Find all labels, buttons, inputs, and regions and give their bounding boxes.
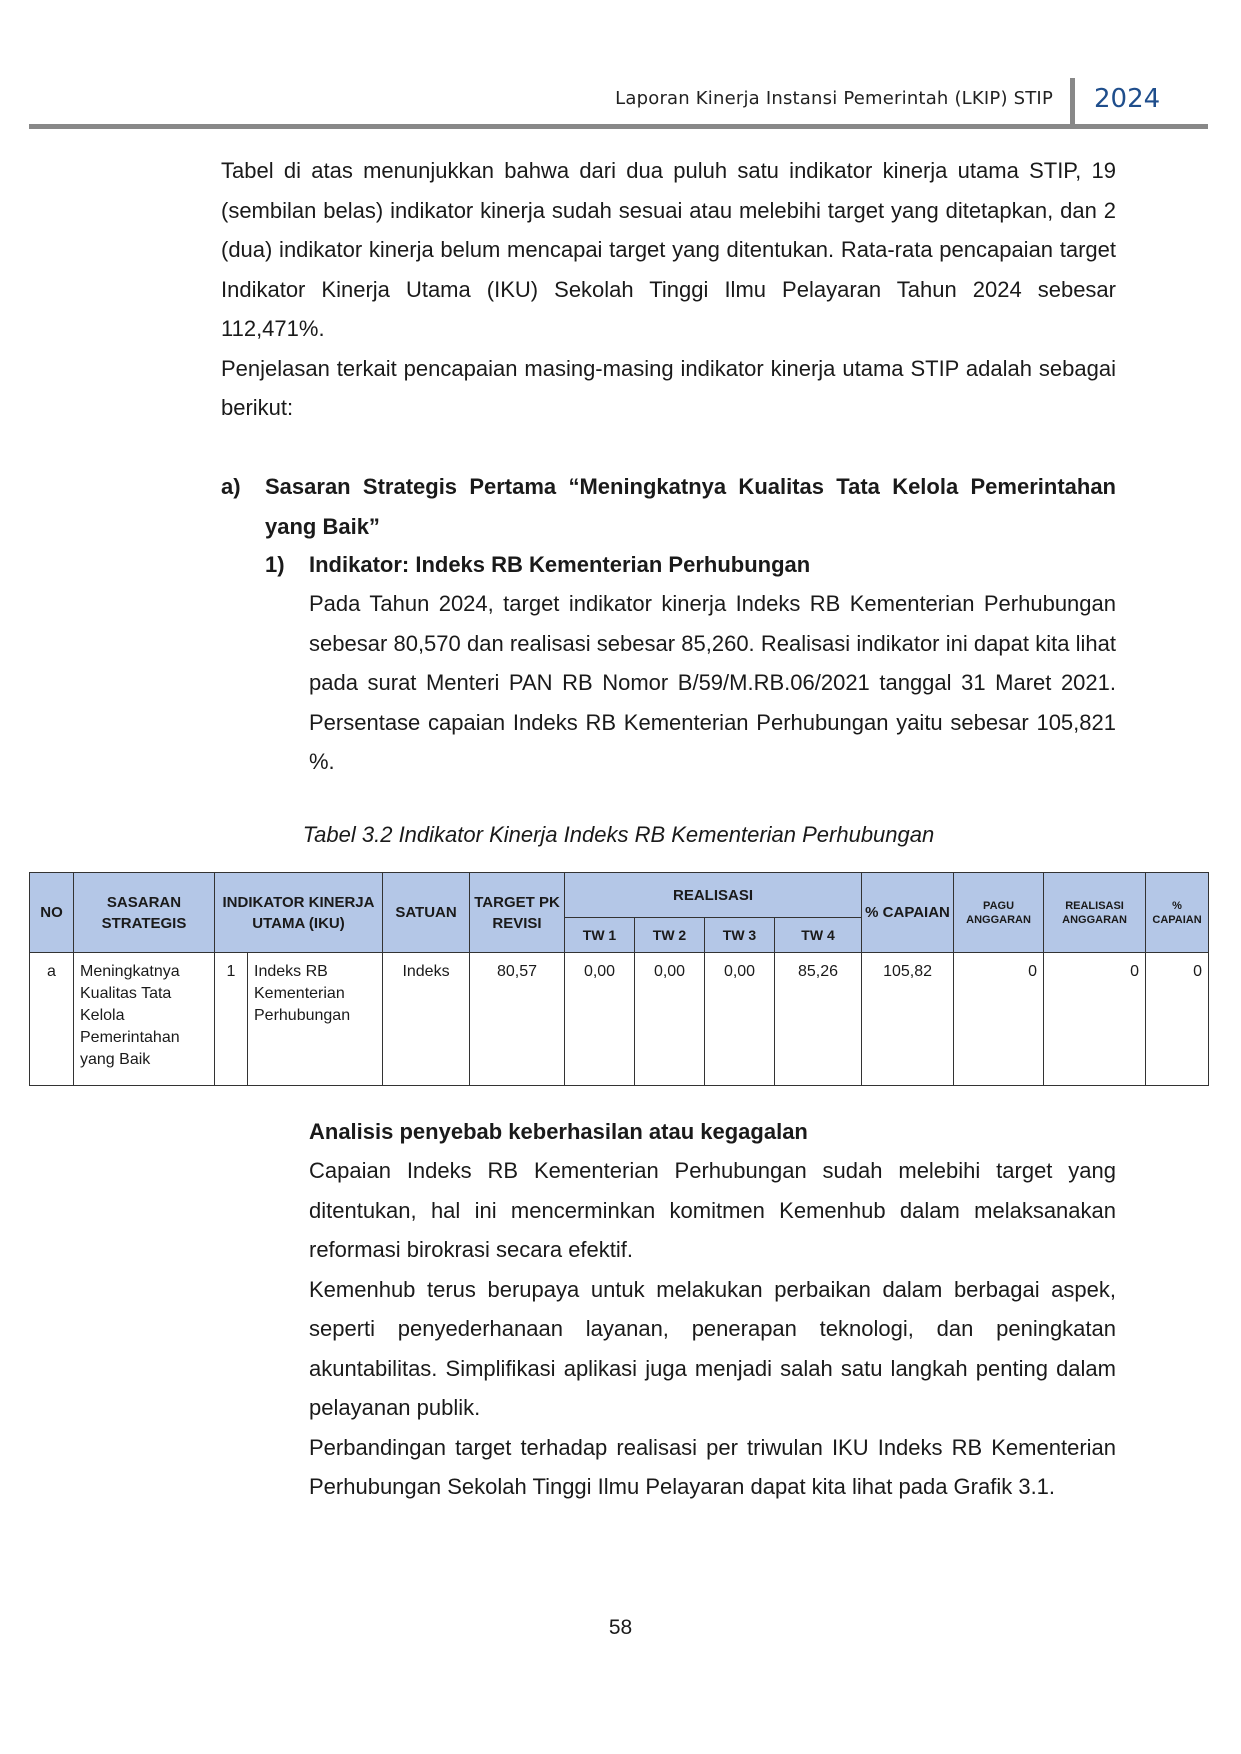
cell-iku-no: 1 — [215, 953, 248, 1086]
header-no: NO — [30, 873, 74, 953]
header-satuan: SATUAN — [383, 873, 470, 953]
header-tw4: TW 4 — [775, 918, 862, 953]
header-indikator: INDIKATOR KINERJA UTAMA (IKU) — [215, 873, 383, 953]
cell-satuan: Indeks — [383, 953, 470, 1086]
table-row — [30, 953, 1209, 1086]
indicator-paragraph: Pada Tahun 2024, target indikator kinerja Indeks RB Kementerian Perhubungan sebesar 80,570 dan realisasi sebesar 85,260. Realisasi indikator ini dapat kita lihat pada surat Menteri PAN RB Nomor B/59/M.RB.06/2021 tanggal 31 Maret 2021. Persentase capaian Indeks RB Kementerian Perhubungan yaitu sebesar 105,821 %. — [309, 591, 1116, 774]
table-caption: Tabel 3.2 Indikator Kinerja Indeks RB Kementerian Perhubungan — [302, 822, 935, 847]
page-header — [29, 70, 1208, 128]
cell-no: a — [30, 953, 74, 1086]
cell-tw1: 0,00 — [565, 953, 635, 1086]
cell-sasaran: Meningkatnya Kualitas Tata Kelola Pemerintahan yang Baik — [74, 953, 215, 1086]
indicator-heading — [265, 545, 1116, 585]
cell-tw4: 85,26 — [775, 953, 862, 1086]
intro-paragraph: Penjelasan terkait pencapaian masing-masing indikator kinerja utama STIP adalah sebagai berikut: — [221, 355, 1116, 420]
header-rule — [29, 124, 1208, 129]
header-capaian: % CAPAIAN — [862, 873, 954, 953]
cell-capaian-anggaran: 0 — [1146, 953, 1209, 1086]
page-number: 58 — [608, 1616, 633, 1639]
report-title: Laporan Kinerja Instansi Pemerintah (LKIP) STIP — [615, 88, 1053, 109]
indicator-title: Indikator: Indeks RB Kementerian Perhubungan — [309, 552, 811, 577]
analysis-paragraph: Capaian Indeks RB Kementerian Perhubungan sudah melebihi target yang ditentukan, hal ini mencerminkan komitmen Kemenhub dalam melaksanakan reformasi birokrasi secara efektif. — [309, 1158, 1116, 1262]
cell-target: 80,57 — [470, 953, 565, 1086]
intro-paragraph: Tabel di atas menunjukkan bahwa dari dua puluh satu indikator kinerja utama STIP, 19 (sembilan belas) indikator kinerja sudah sesuai atau melebihi target yang ditetapkan, dan 2 (dua) indikator kinerja belum mencapai target yang ditentukan. Rata-rata pencapaian target Indikator Kinerja Utama (IKU) Sekolah Tinggi Ilmu Pelayaran Tahun 2024 sebesar 112,471%. — [221, 158, 1116, 341]
analysis-section — [309, 1151, 1116, 1507]
cell-tw3: 0,00 — [705, 953, 775, 1086]
header-capaian-anggaran: % CAPAIAN — [1146, 873, 1209, 953]
cell-pagu: 0 — [954, 953, 1044, 1086]
header-sasaran: SASARAN STRATEGIS — [74, 873, 215, 953]
header-pagu: PAGU ANGGARAN — [954, 873, 1044, 953]
analysis-title: Analisis penyebab keberhasilan atau kegagalan — [309, 1119, 808, 1144]
indicator-marker: 1) — [265, 552, 285, 577]
performance-table — [29, 872, 1209, 1086]
cell-realisasi-anggaran: 0 — [1044, 953, 1146, 1086]
header-separator — [1070, 78, 1075, 124]
header-realisasi-anggaran: REALISASI ANGGARAN — [1044, 873, 1146, 953]
header-tw2: TW 2 — [635, 918, 705, 953]
section-marker: a) — [221, 474, 241, 499]
cell-tw2: 0,00 — [635, 953, 705, 1086]
analysis-paragraph: Perbandingan target terhadap realisasi per triwulan IKU Indeks RB Kementerian Perhubungan Sekolah Tinggi Ilmu Pelayaran dapat kita lihat pada Grafik 3.1. — [309, 1434, 1116, 1499]
cell-capaian: 105,82 — [862, 953, 954, 1086]
section-title: Sasaran Strategis Pertama “Meningkatnya Kualitas Tata Kelola Pemerintahan yang Baik” — [265, 474, 1116, 539]
header-tw1: TW 1 — [565, 918, 635, 953]
table-header-row — [30, 873, 1209, 918]
intro-section — [221, 151, 1116, 428]
header-tw3: TW 3 — [705, 918, 775, 953]
header-realisasi: REALISASI — [565, 873, 862, 918]
analysis-paragraph: Kemenhub terus berupaya untuk melakukan perbaikan dalam berbagai aspek, seperti penyederhanaan layanan, penerapan teknologi, dan peningkatan akuntabilitas. Simplifikasi aplikasi juga menjadi salah satu langkah penting dalam pelayanan publik. — [309, 1276, 1116, 1420]
cell-indikator: Indeks RB Kementerian Perhubungan — [248, 953, 383, 1086]
report-year: 2024 — [1094, 84, 1161, 114]
section-heading — [221, 467, 1116, 546]
header-target: TARGET PK REVISI — [470, 873, 565, 953]
